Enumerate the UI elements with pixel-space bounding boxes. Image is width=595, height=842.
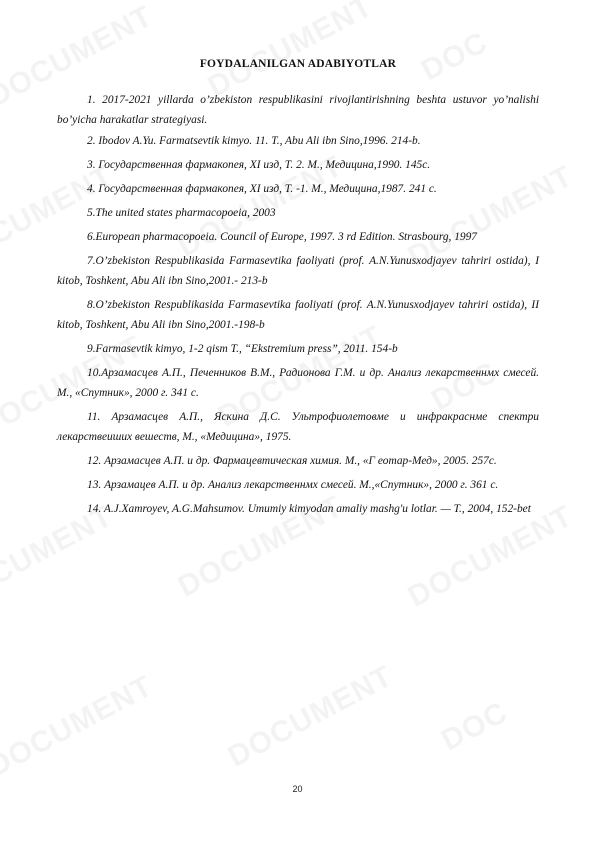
page-title: FOYDALANILGAN ADABIYOTLAR <box>199 58 397 70</box>
reference-item: 4. Государственная фармакопея, XI изд, Т. -1. М., Медицина,1987. 241 с. <box>87 183 437 195</box>
references-section <box>57 58 539 523</box>
reference-item: 2. Ibodov A.Yu. Farmatsevtik kimyo. 11. T., Abu Ali ibn Sino,1996. 214-b. <box>87 135 421 147</box>
reference-item: 12. Арзамасцев А.П. и др. Фармацевтическая химия. М., «Г еотар-Мед», 2005. 257с. <box>87 455 497 467</box>
reference-item: 11. Арзамасцев А.П., Яскина Д.С. Ультрофиолетовме и инфракраснме спектри лекарствеиших вешеств, М., «Медицина», 1975. <box>57 411 539 443</box>
reference-item: 6.European pharmacopoeia. Council of Europe, 1997. 3 rd Edition. Strasbourg, 1997 <box>87 231 478 243</box>
reference-item: 14. A.J.Xamroyev, A.G.Mahsumov. Umumiy kimyodan amaliy mashg'u lotlar. — T., 2004, 152-bet <box>87 503 531 515</box>
reference-item: 13. Арзамацев А.П. и др. Анализ лекарственнмх смесей. М.,«Спутник», 2000 г. 361 с. <box>87 479 499 491</box>
reference-item: 3. Государственная фармакопея, XI изд, Т. 2. М., Медицина,1990. 145с. <box>87 159 431 171</box>
page-number: 20 <box>292 784 303 794</box>
reference-item: 9.Farmasevtik kimyo, 1-2 qism T., “Ekstremium press”, 2011. 154-b <box>87 343 398 355</box>
reference-item: 8.O’zbekiston Respublikasida Farmasevtika faoliyati (prof. A.N.Yunusxodjayev tahriri ostida), II kitob, Toshkent, Abu Ali ibn Sino,2001.-198-b <box>57 299 539 331</box>
reference-item: 7.O’zbekiston Respublikasida Farmasevtika faoliyati (prof. A.N.Yunusxodjayev tahriri ostida), I kitob, Toshkent, Abu Ali ibn Sino,2001.- 213-b <box>57 255 539 287</box>
reference-item: 10.Арзамасцев А.П., Печенников В.М., Радионова Г.М. и др. Анализ лекарственнмх смесей. М., «Спутник», 2000 г. 341 с. <box>57 367 539 399</box>
reference-item: 5.The united states pharmacopoeia, 2003 <box>87 207 276 219</box>
reference-item: 1. 2017-2021 yillarda o’zbekiston respublikasini rivojlantirishning beshta ustuvor yo’nalishi bo’yicha harakatlar strategiyasi. <box>57 94 539 126</box>
